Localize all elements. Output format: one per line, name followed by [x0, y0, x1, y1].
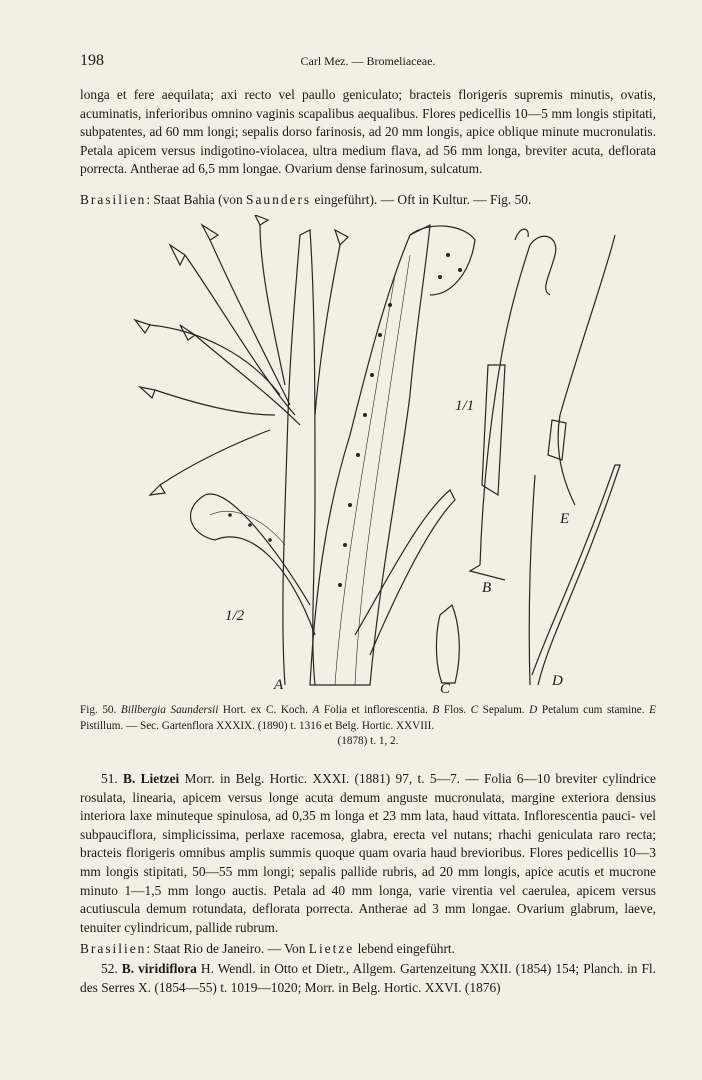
leaf-tip — [410, 226, 475, 295]
label-c: C — [440, 681, 451, 697]
distribution-text-b: lebend eingeführt. — [354, 941, 455, 956]
caption-b: B — [432, 704, 440, 716]
caption-d-text: Petalum cum stamine. — [537, 704, 650, 716]
distribution-text-a: : Staat Rio de Janeiro. — Von — [146, 941, 309, 956]
country-name: Brasilien — [80, 941, 147, 956]
caption-last-line: (1878) t. 1, 2. — [337, 735, 399, 748]
entry-text: Morr. in Belg. Hortic. XXXI. (1881) 97, t. 5—7. — Folia 6—10 breviter cylindrice rosulata, linearia, apicem versus longe acuta demum anguste mucronulata, margine exteriora densius interiora laxe minuteque spinulosa, ad 0,35 m longa et 23 mm lata, haud vittata. Inflorescentia pauci- vel subpauciflora, simplicissima, perlaxe racemosa, glabra, erecta vel nutans; rhachi geniculata raro recta; bracteis florigeris omnibus amplis summis quoque quam ovaria haud brevioribus. Flores pedicellis 10—3 mm longis stipitati, 50—55 mm longi; sepalis pallide rubris, ad 20 mm longis, apice acutis et mucrone minuto 1—1,5 mm longo auctis. Petala ad 40 mm longa, varie virentia vel caerulea, apicem versus acutiuscula demum rotundata, deflorata porrecta. Antherae ad 3 mm longae. Ovarium glabrum, laeve, tenuiter cylindricum, pallide rubrum. — [80, 771, 656, 935]
species-entry-51 — [80, 770, 656, 937]
collector-name: Lietze — [308, 941, 355, 956]
page-header — [80, 52, 656, 72]
collector-name: Saunders — [246, 192, 312, 207]
flower-b — [480, 245, 530, 565]
entry-text: H. Wendl. in Otto et Dietr., Allgem. Gartenzeitung XXII. (1854) 154; Planch. in Fl. des Serres X. (1854—55) t. 1019—1020; Morr. in Belg. Hortic. XXVI. (1876) — [80, 961, 657, 995]
distribution-text-b: eingeführt). — Oft in Kultur. — Fig. 50. — [311, 192, 532, 207]
distribution-text-a: : Staat Bahia (von — [146, 192, 247, 207]
caption-e-text: Pistillum. — Sec. Gartenflora XXXIX. (1890) t. 1316 et Belg. Hortic. XXVIII. — [80, 719, 435, 732]
figure-caption — [80, 703, 656, 750]
petal-d — [532, 465, 620, 685]
caption-a: A — [312, 704, 320, 716]
botanical-illustration — [110, 215, 630, 700]
caption-c-text: Sepalum. — [478, 704, 530, 716]
curled-leaf — [191, 494, 315, 635]
distribution-line-2 — [80, 940, 656, 959]
label-d: D — [552, 673, 563, 689]
caption-a-text: Folia et inflorescentia. — [319, 704, 433, 716]
running-head: Carl Mez. — Bromeliaceae. — [300, 54, 436, 68]
figure-50 — [110, 215, 630, 700]
species-entry-52 — [80, 960, 656, 997]
entry-number: 51. — [101, 771, 124, 786]
main-leaf — [310, 225, 430, 685]
caption-c: C — [470, 704, 479, 716]
species-name: B. viridiflora — [121, 961, 197, 976]
arching-leaf — [355, 490, 455, 655]
caption-species: Billbergia Saundersii — [120, 704, 219, 716]
scale-one: 1/1 — [455, 398, 475, 414]
caption-b-text: Flos. — [439, 704, 471, 716]
page-number: 198 — [80, 52, 104, 69]
caption-authority: Hort. ex C. Koch. — [218, 704, 313, 716]
label-a: A — [274, 677, 284, 693]
caption-d: D — [529, 704, 538, 716]
entry-number: 52. — [101, 961, 122, 976]
scale-half: 1/2 — [225, 608, 245, 624]
caption-fig-number: Fig. 50. — [80, 704, 117, 716]
country-name: Brasilien — [80, 192, 147, 207]
description-paragraph: longa et fere aequilata; axi recto vel paullo geniculato; bracteis florigeris supremis minutis, ovatis, acuminatis, inferioribus omnino vaginis scapalibus aequalibus. Flores pedicellis 10—5 mm longis stipitati, subpatentes, ad 60 mm longi; sepalis dorso farinosis, ad 20 mm longis, apice oblique minute mucronulatis. Petala apicem versus indigotino-violacea, ultra medium flava, ad 56 mm longa, breviter acuta, deflorata porrecta. Antherae ad 6,5 mm longae. Ovarium dense farinosum, sulcatum. — [80, 87, 656, 177]
distribution-line-1 — [80, 191, 656, 210]
species-name: B. Lietzei — [123, 771, 180, 786]
label-b: B — [482, 580, 492, 596]
caption-e: E — [649, 704, 657, 716]
label-e: E — [560, 511, 570, 527]
sepal-c — [436, 605, 459, 683]
pistil-e — [558, 235, 615, 505]
stamen-d — [529, 475, 535, 685]
second-leaf — [283, 230, 315, 685]
